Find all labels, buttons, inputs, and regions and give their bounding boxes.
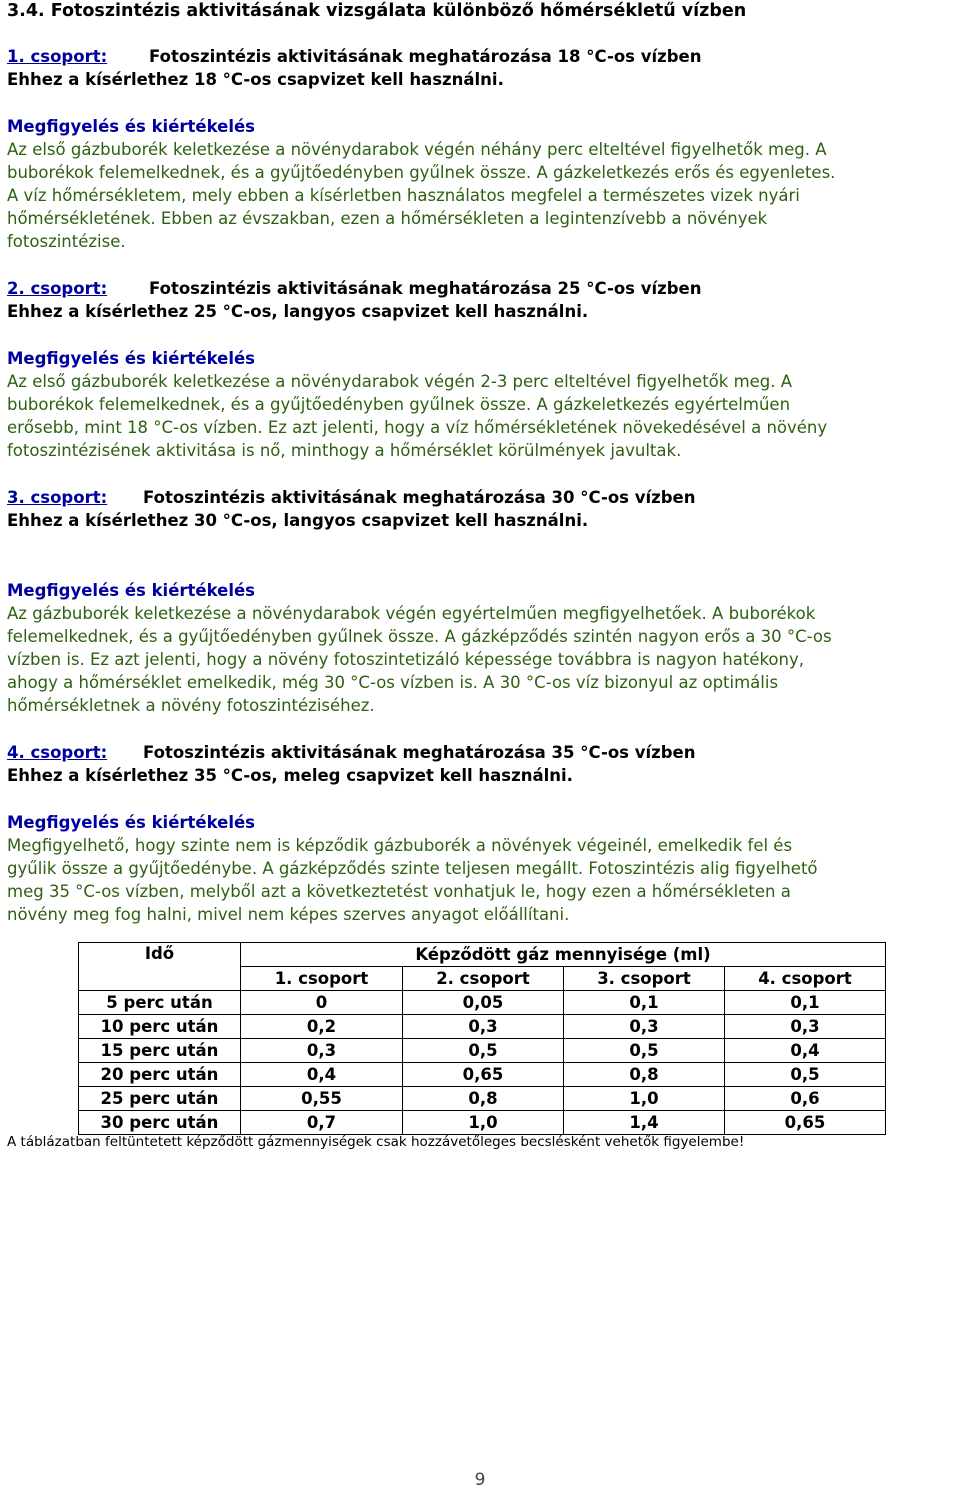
group-4-obs-line: növény meg fog halni, mivel nem képes szerves anyagot előállítani. <box>7 905 570 924</box>
group-2 <box>7 277 953 462</box>
group-3-obs-line: hőmérsékletnek a növény fotoszintéziséhez. <box>7 696 375 715</box>
value-cell: 0,1 <box>725 991 886 1015</box>
value-cell: 0 <box>241 991 403 1015</box>
table-row <box>79 1015 886 1039</box>
group-1-instruction: Ehhez a kísérlethez 18 °C-os csapvizet kell használni. <box>7 70 504 89</box>
value-cell: 0,5 <box>725 1063 886 1087</box>
group-4 <box>7 741 953 926</box>
group-4-title: Fotoszintézis aktivitásának meghatározása 35 °C-os vízben <box>143 743 696 762</box>
time-cell: 25 perc után <box>79 1087 241 1111</box>
value-cell: 0,8 <box>403 1087 564 1111</box>
group-1-obs-heading: Megfigyelés és kiértékelés <box>7 117 255 136</box>
group-1-obs-line: hőmérsékletének. Ebben az évszakban, ezen a hőmérsékleten a legintenzívebb a növények <box>7 209 768 228</box>
group-3-obs-line: Az gázbuborék keletkezése a növénydarabok végén egyértelműen megfigyelhetőek. A buborékok <box>7 604 816 623</box>
value-cell: 0,2 <box>241 1015 403 1039</box>
table-row <box>79 1111 886 1135</box>
table-note: A táblázatban feltüntetett képződött gázmennyiségek csak hozzávetőleges becslésként vehetők figyelembe! <box>7 1134 745 1150</box>
value-cell: 0,3 <box>241 1039 403 1063</box>
time-cell: 10 perc után <box>79 1015 241 1039</box>
gas-header: Képződött gáz mennyisége (ml) <box>241 943 886 967</box>
table-header-row <box>79 943 886 967</box>
value-cell: 0,3 <box>564 1015 725 1039</box>
value-cell: 0,1 <box>564 991 725 1015</box>
value-cell: 1,0 <box>403 1111 564 1135</box>
group-3-obs-line: ahogy a hőmérséklet emelkedik, még 30 °C-os vízben is. A 30 °C-os víz bizonyul az optimális <box>7 673 779 692</box>
group-3-obs-heading: Megfigyelés és kiértékelés <box>7 581 255 600</box>
value-cell: 0,6 <box>725 1087 886 1111</box>
group-3-label: 3. csoport: <box>7 488 108 507</box>
group-1-title: Fotoszintézis aktivitásának meghatározása 18 °C-os vízben <box>149 47 702 66</box>
time-cell: 20 perc után <box>79 1063 241 1087</box>
group-4-obs-line: meg 35 °C-os vízben, melyből azt a következtetést vonhatjuk le, hogy ezen a hőmérsékleten a <box>7 882 791 901</box>
table-row <box>79 991 886 1015</box>
table-row <box>79 1039 886 1063</box>
group-1-obs-line: Az első gázbuborék keletkezése a növénydarabok végén néhány perc elteltével figyelhetők meg. A <box>7 140 827 159</box>
value-cell: 0,65 <box>725 1111 886 1135</box>
group-2-heading <box>7 277 953 300</box>
value-cell: 0,5 <box>403 1039 564 1063</box>
group-3-title: Fotoszintézis aktivitásának meghatározása 30 °C-os vízben <box>143 488 696 507</box>
group-4-instruction: Ehhez a kísérlethez 35 °C-os, meleg csapvizet kell használni. <box>7 766 573 785</box>
page-number: 9 <box>474 1470 486 1490</box>
table-row <box>79 1087 886 1111</box>
time-cell: 30 perc után <box>79 1111 241 1135</box>
value-cell: 1,4 <box>564 1111 725 1135</box>
group-3 <box>7 486 953 717</box>
group-2-obs-line: Az első gázbuborék keletkezése a növénydarabok végén 2-3 perc elteltével figyelhetők meg. A <box>7 372 793 391</box>
value-cell: 0,8 <box>564 1063 725 1087</box>
value-cell: 0,4 <box>241 1063 403 1087</box>
value-cell: 0,65 <box>403 1063 564 1087</box>
group-2-obs-line: erősebb, mint 18 °C-os vízben. Ez azt jelenti, hogy a víz hőmérsékletének növekedésével a növény <box>7 418 828 437</box>
group-2-obs-line: buborékok felemelkednek, és a gyűjtőedényben gyűlnek össze. A gázkeletkezés egyértelműen <box>7 395 791 414</box>
group-2-obs-heading: Megfigyelés és kiértékelés <box>7 349 255 368</box>
group-1-obs-line: fotoszintézise. <box>7 232 126 251</box>
time-cell: 15 perc után <box>79 1039 241 1063</box>
group-header: 4. csoport <box>725 967 886 991</box>
group-2-instruction: Ehhez a kísérlethez 25 °C-os, langyos csapvizet kell használni. <box>7 302 589 321</box>
time-header: Idő <box>79 943 241 991</box>
value-cell: 0,5 <box>564 1039 725 1063</box>
value-cell: 0,55 <box>241 1087 403 1111</box>
group-2-title: Fotoszintézis aktivitásának meghatározása 25 °C-os vízben <box>149 279 702 298</box>
group-header: 2. csoport <box>403 967 564 991</box>
group-4-label: 4. csoport: <box>7 743 108 762</box>
value-cell: 0,05 <box>403 991 564 1015</box>
group-3-obs-line: vízben is. Ez azt jelenti, hogy a növény fotoszintetizáló képessége továbbra is nagyon hatékony, <box>7 650 804 669</box>
value-cell: 0,3 <box>403 1015 564 1039</box>
group-4-obs-heading: Megfigyelés és kiértékelés <box>7 813 255 832</box>
table-row <box>79 1063 886 1087</box>
group-1-label: 1. csoport: <box>7 47 108 66</box>
group-header: 3. csoport <box>564 967 725 991</box>
group-1 <box>7 45 953 253</box>
group-1-obs-line: A víz hőmérsékletem, mely ebben a kísérletben használatos megfelel a természetes vizek nyári <box>7 186 800 205</box>
group-2-obs-line: fotoszintézisének aktivitása is nő, minthogy a hőmérséklet körülmények javultak. <box>7 441 682 460</box>
group-3-instruction: Ehhez a kísérlethez 30 °C-os, langyos csapvizet kell használni. <box>7 511 589 530</box>
group-4-heading <box>7 741 953 764</box>
value-cell: 0,4 <box>725 1039 886 1063</box>
time-cell: 5 perc után <box>79 991 241 1015</box>
page-content <box>7 0 953 926</box>
value-cell: 0,3 <box>725 1015 886 1039</box>
group-4-obs-line: Megfigyelhető, hogy szinte nem is képződik gázbuborék a növények végeinél, emelkedik fel és <box>7 836 793 855</box>
value-cell: 0,7 <box>241 1111 403 1135</box>
group-2-label: 2. csoport: <box>7 279 108 298</box>
group-4-obs-line: gyűlik össze a gyűjtőedénybe. A gázképződés szinte teljesen megállt. Fotoszintézis alig figyelhető <box>7 859 818 878</box>
section-title: 3.4. Fotoszintézis aktivitásának vizsgálata különböző hőmérsékletű vízben <box>7 1 747 21</box>
value-cell: 1,0 <box>564 1087 725 1111</box>
group-1-obs-line: buborékok felemelkednek, és a gyűjtőedényben gyűlnek össze. A gázkeletkezés erős és egyenletes. <box>7 163 836 182</box>
gas-volume-table <box>78 942 886 1135</box>
group-header: 1. csoport <box>241 967 403 991</box>
group-1-heading <box>7 45 953 68</box>
group-3-heading <box>7 486 953 509</box>
group-3-obs-line: felemelkednek, és a gyűjtőedényben gyűlnek össze. A gázképződés szintén nagyon erős a 30 °C-os <box>7 627 832 646</box>
